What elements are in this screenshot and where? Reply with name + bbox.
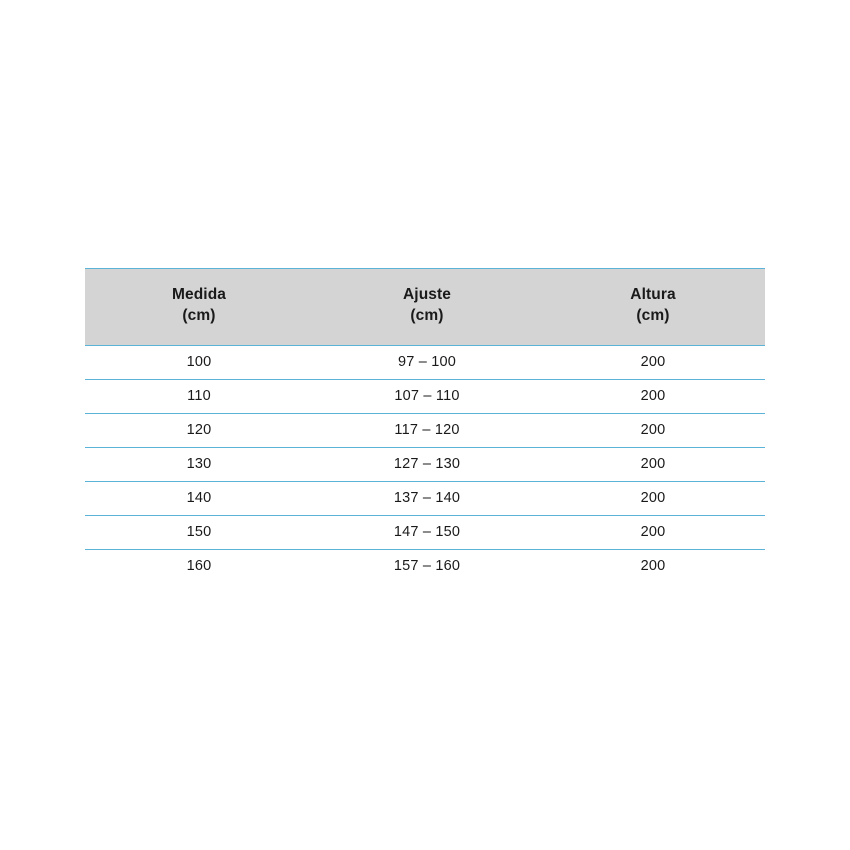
table-row — [85, 447, 765, 481]
cell-altura: 200 — [541, 481, 765, 515]
cell-ajuste: 117 – 120 — [313, 413, 541, 447]
cell-ajuste: 157 – 160 — [313, 549, 541, 583]
table-row — [85, 549, 765, 583]
cell-altura: 200 — [541, 379, 765, 413]
table-row — [85, 413, 765, 447]
cell-altura: 200 — [541, 345, 765, 379]
cell-medida: 150 — [85, 515, 313, 549]
column-header-ajuste-unit: (cm) — [410, 306, 444, 324]
cell-medida: 110 — [85, 379, 313, 413]
cell-medida: 120 — [85, 413, 313, 447]
size-chart-table — [85, 268, 765, 583]
table-row — [85, 481, 765, 515]
cell-ajuste: 97 – 100 — [313, 345, 541, 379]
column-header-altura-unit: (cm) — [636, 306, 670, 324]
cell-altura: 200 — [541, 413, 765, 447]
column-header-medida — [85, 269, 313, 346]
column-header-altura-label: Altura — [630, 286, 676, 303]
cell-ajuste: 137 – 140 — [313, 481, 541, 515]
cell-ajuste: 107 – 110 — [313, 379, 541, 413]
table-row — [85, 345, 765, 379]
cell-altura: 200 — [541, 549, 765, 583]
table-header — [85, 269, 765, 346]
cell-medida: 160 — [85, 549, 313, 583]
table-body — [85, 345, 765, 583]
cell-ajuste: 127 – 130 — [313, 447, 541, 481]
cell-altura: 200 — [541, 447, 765, 481]
cell-medida: 140 — [85, 481, 313, 515]
column-header-ajuste — [313, 269, 541, 346]
size-chart-container — [85, 268, 765, 583]
column-header-medida-unit: (cm) — [182, 306, 216, 324]
column-header-medida-label: Medida — [172, 286, 226, 303]
column-header-ajuste-label: Ajuste — [403, 286, 451, 303]
cell-ajuste: 147 – 150 — [313, 515, 541, 549]
cell-altura: 200 — [541, 515, 765, 549]
table-row — [85, 515, 765, 549]
column-header-altura — [541, 269, 765, 346]
cell-medida: 100 — [85, 345, 313, 379]
table-row — [85, 379, 765, 413]
cell-medida: 130 — [85, 447, 313, 481]
table-header-row — [85, 269, 765, 346]
